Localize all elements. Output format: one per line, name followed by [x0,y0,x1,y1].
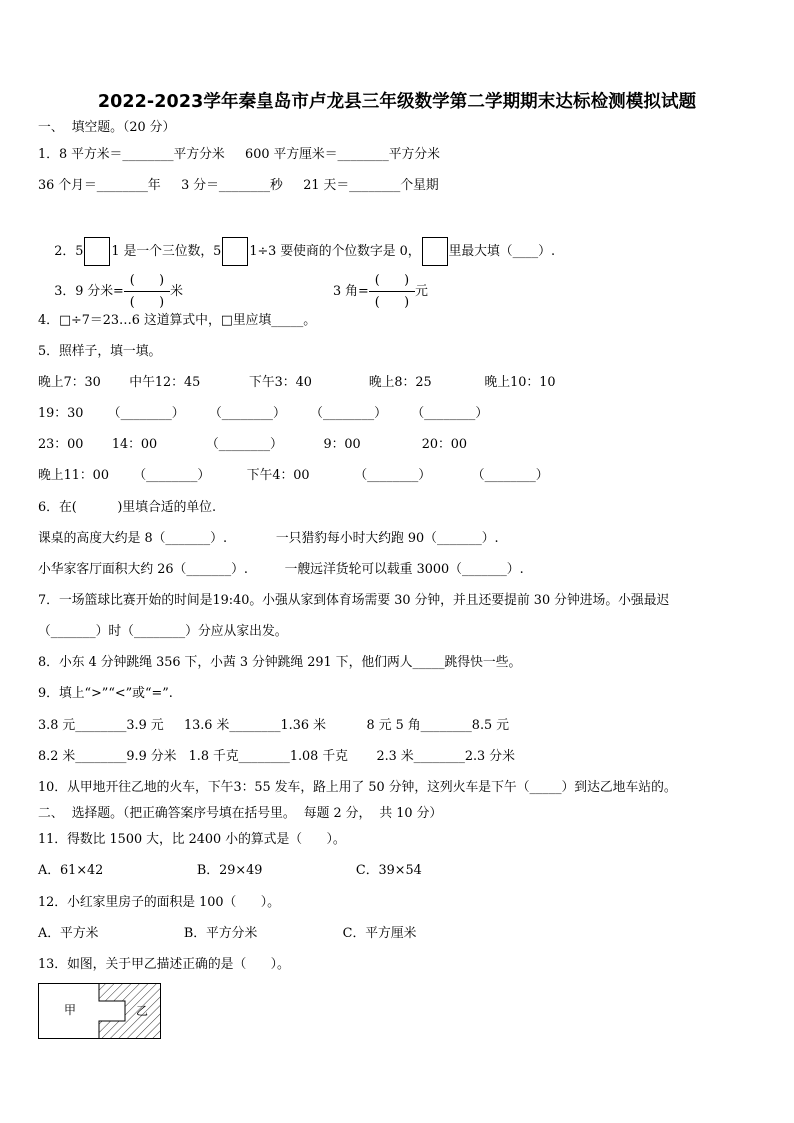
question-7-line-2: （_______）时（________）分应从家出发。 [38,624,288,639]
question-6-row-2: 小华家客厅面积大约 26（_______）. 一艘远洋货轮可以载重 3000（_______）. [38,562,524,577]
question-3-left-unit: 米 [170,284,183,299]
question-7-line-1: 7．一场篮球比赛开始的时间是19:40。小强从家到体育场需要 30 分钟，并且还要提前 30 分钟进场。小强最迟 [38,593,670,608]
question-6: 6．在( )里填合适的单位. [38,500,217,515]
region-yi-hatch [99,984,161,1039]
question-13-figure [38,983,161,1039]
question-3-right-unit: 元 [415,284,428,299]
fraction-right [369,272,415,311]
question-2-part-4: 里最大填（____）. [448,244,556,259]
question-6-row-1: 课桌的高度大约是 8（_______）. 一只猎豹每小时大约跑 90（_______）. [38,531,499,546]
question-12: 12．小红家里房子的面积是 100（ ）。 [38,895,280,910]
question-2-part-2: 1 是一个三位数，5 [111,244,222,259]
question-3-left-prefix: 3．9 分米= [54,284,124,299]
question-9-row-2: 8.2 米________9.9 分米 1.8 千克________1.08 千克 2.3 米________2.3 分米 [38,749,515,764]
fraction-numerator: ( ) [124,272,170,292]
question-13: 13．如图，关于甲乙描述正确的是（ ）。 [38,957,290,972]
question-12-options: A．平方米 B．平方分米 C．平方厘米 [38,926,417,941]
question-1-line-1: 1．8 平方米＝________平方分米 600 平方厘米＝________平方分米 [38,147,440,162]
question-5-row-2: 19：30 （________） （________） （________） （________） [38,406,489,421]
question-1-line-2: 36 个月＝________年 3 分＝________秒 21 天＝________个星期 [38,178,439,193]
label-jia: 甲 [64,1003,77,1017]
question-11: 11．得数比 1500 大，比 2400 小的算式是（ ）。 [38,832,346,847]
question-2-part-3: 1÷3 要使商的个位数字是 0， [249,244,421,259]
question-9-row-1: 3.8 元________3.9 元 13.6 米________1.36 米 8 元 5 角________8.5 元 [38,718,510,733]
question-9: 9．填上“>”“<”或“=”. [38,686,173,701]
question-5-row-4: 晚上11：00 （________） 下午4：00 （________） （________） [38,468,549,483]
question-3-right-prefix: 3 角= [332,284,369,299]
question-4: 4．□÷7＝23…6 这道算式中，□里应填_____。 [38,313,317,328]
question-2-part-1: 2．5 [54,244,84,259]
question-10: 10．从甲地开往乙地的火车，下午3：55 发车，路上用了 50 分钟，这列火车是下午（_____）到达乙地车站的。 [38,780,677,795]
label-yi: 乙 [136,1004,149,1018]
section-heading-fill-blanks: 一、 填空题。（20 分） [38,120,176,135]
fraction-denominator: ( ) [374,295,410,310]
question-5-row-1: 晚上7：30 中午12：45 下午3：40 晚上8：25 晚上10：10 [38,375,556,390]
section-heading-multiple-choice: 二、 选择题。（把正确答案序号填在括号里。 每题 2 分， 共 10 分） [38,806,443,821]
question-5: 5．照样子，填一填。 [38,344,162,359]
question-5-row-3: 23：00 14：00 （________） 9：00 20：00 [38,437,468,452]
fraction-left [124,272,170,311]
fraction-numerator: ( ) [369,272,415,292]
question-11-options: A．61×42 B．29×49 C．39×54 [38,863,422,878]
fraction-denominator: ( ) [129,295,165,310]
page-title: 2022-2023学年秦皇岛市卢龙县三年级数学第二学期期末达标检测模拟试题 [97,92,697,112]
question-8: 8．小东 4 分钟跳绳 356 下，小茜 3 分钟跳绳 291 下，他们两人_____跳得快一些。 [38,655,522,670]
